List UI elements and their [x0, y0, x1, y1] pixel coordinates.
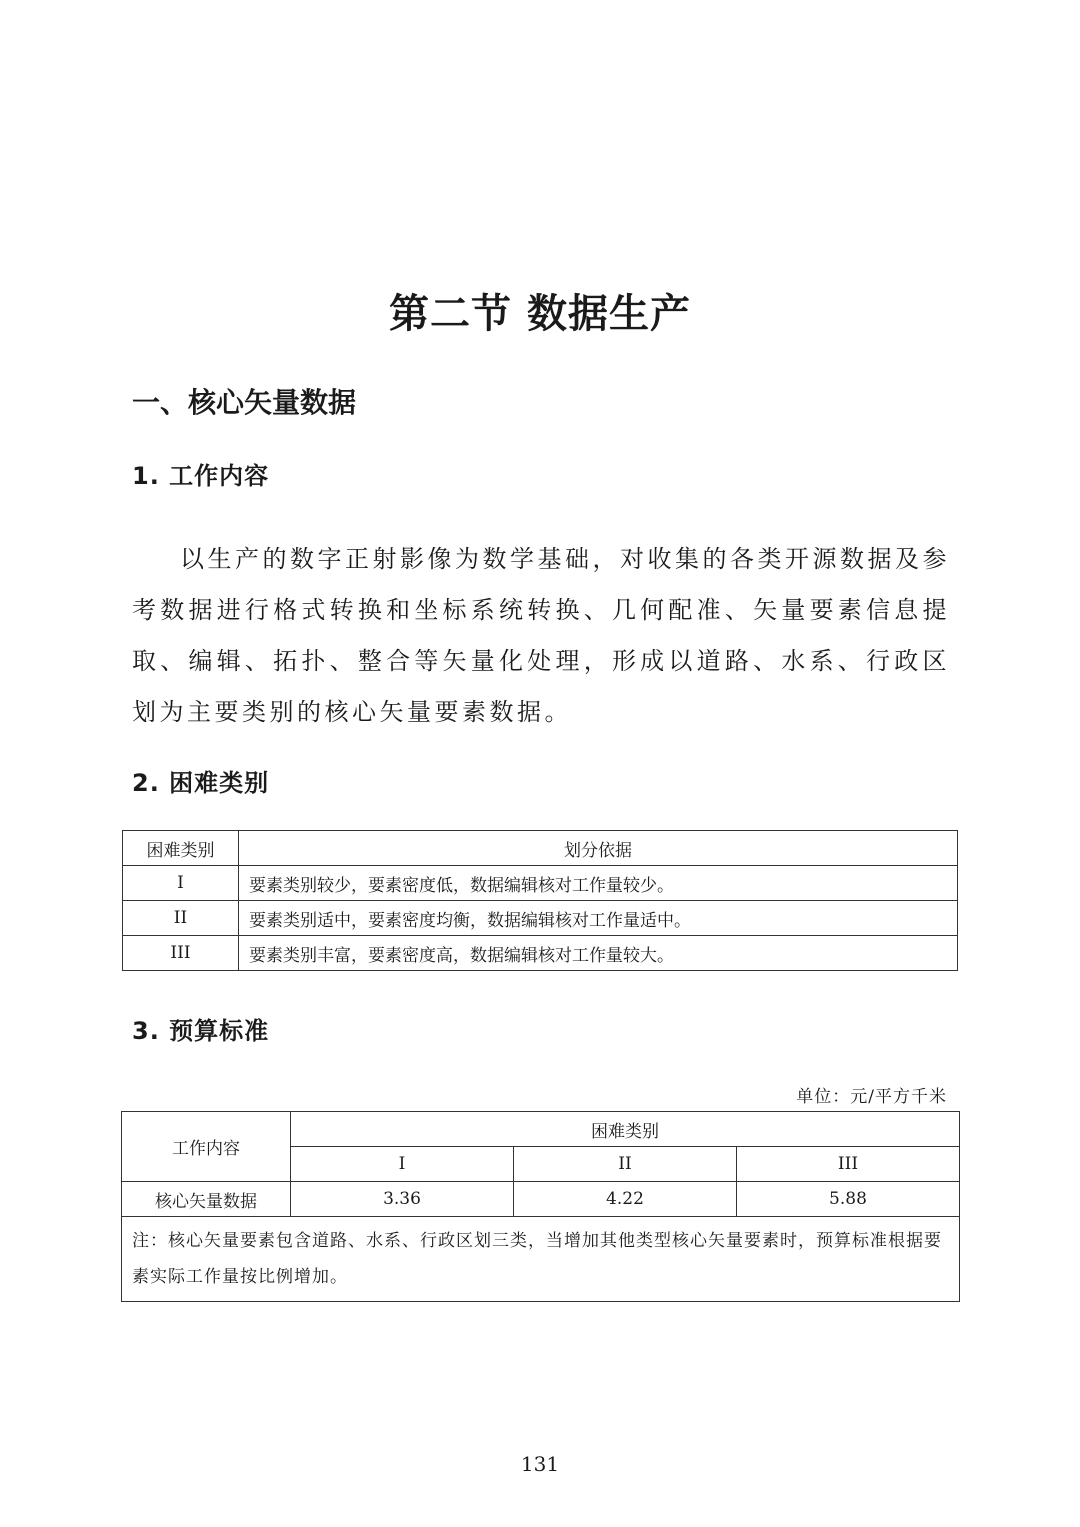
table-header-cell: 划分依据: [239, 831, 958, 866]
page-number: 131: [520, 1452, 560, 1476]
table-header-cell: III: [736, 1147, 959, 1182]
table-cell-basis: 要素类别适中，要素密度均衡，数据编辑核对工作量适中。: [239, 901, 958, 936]
table-header-cell: I: [291, 1147, 514, 1182]
table-row: [122, 1182, 960, 1217]
table-row: [123, 936, 958, 971]
table-cell-value: 4.22: [513, 1182, 736, 1217]
table-header-cell: II: [513, 1147, 736, 1182]
table-header-row: [122, 1112, 960, 1147]
work-content-paragraph: 以生产的数字正射影像为数学基础，对收集的各类开源数据及参考数据进行格式转换和坐标系统转换、几何配准、矢量要素信息提取、编辑、拓扑、整合等矢量化处理，形成以道路、水系、行政区划为主要类别的核心矢量要素数据。: [132, 545, 950, 726]
table-header-cell: 困难类别: [123, 831, 239, 866]
table-header-cell: 困难类别: [291, 1112, 960, 1147]
table-cell-value: 5.88: [736, 1182, 959, 1217]
table-header-cell: 工作内容: [122, 1112, 291, 1182]
table-note: 注：核心矢量要素包含道路、水系、行政区划三类，当增加其他类型核心矢量要素时，预算标准根据要素实际工作量按比例增加。: [122, 1217, 960, 1302]
table-cell-basis: 要素类别丰富，要素密度高，数据编辑核对工作量较大。: [239, 936, 958, 971]
table-cell-value: 3.36: [291, 1182, 514, 1217]
table-cell-category: II: [123, 901, 239, 936]
unit-label: 单位：元/平方千米: [796, 1087, 947, 1107]
table-header-row: [123, 831, 958, 866]
table-cell-label: 核心矢量数据: [122, 1182, 291, 1217]
table-row: [123, 866, 958, 901]
difficulty-table: [122, 830, 958, 971]
subsection-heading-budget: 3. 预算标准: [132, 1017, 270, 1045]
table-row: [123, 901, 958, 936]
table-cell-basis: 要素类别较少，要素密度低，数据编辑核对工作量较少。: [239, 866, 958, 901]
table-cell-category: III: [123, 936, 239, 971]
table-cell-category: I: [123, 866, 239, 901]
table-note-row: [122, 1217, 960, 1302]
section-heading: 一、核心矢量数据: [132, 386, 357, 419]
subsection-heading-work-content: 1. 工作内容: [132, 462, 270, 490]
budget-table: [121, 1111, 960, 1302]
page-title: 第二节 数据生产: [389, 291, 691, 337]
subsection-heading-difficulty: 2. 困难类别: [132, 769, 270, 797]
